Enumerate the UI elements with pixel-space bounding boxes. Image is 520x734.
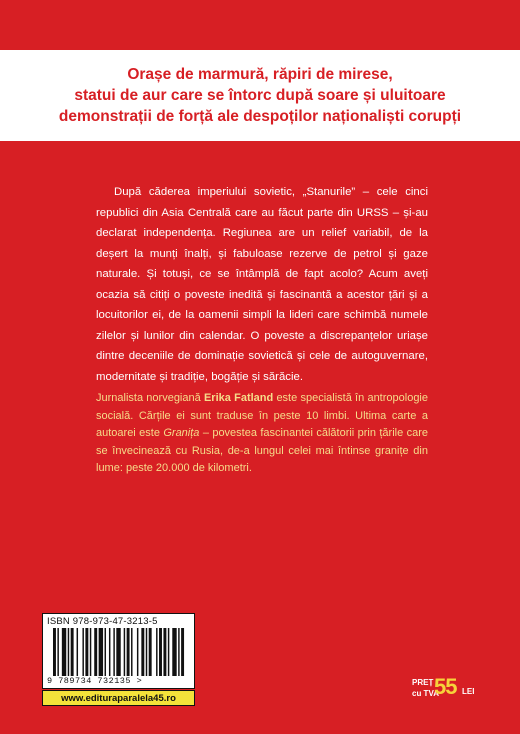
headline-line-2: statui de aur care se întorc după soare și uluitoare	[74, 87, 446, 104]
headline-band	[0, 50, 520, 141]
price-currency: LEI	[462, 687, 475, 696]
price-value: 55	[434, 674, 457, 699]
headline-line-3: demonstrații de forță ale despoților naționaliști corupți	[58, 108, 462, 125]
bio-intro: Jurnalista norvegiană	[96, 392, 204, 404]
bio-end: – povestea fascinantei călătorii prin țările care se învecinează cu Rusia, de-a lungul celei mai întinse granițe din lume: peste 20.000 de kilometri.	[96, 427, 429, 474]
barcode-icon	[53, 628, 187, 676]
publisher-website[interactable]	[42, 690, 195, 706]
isbn-label: ISBN 978-973-47-3213-5	[47, 616, 158, 627]
author-name: Erika Fatland	[203, 392, 274, 404]
barcode-digits: 9 789734 732135 >	[47, 676, 143, 686]
isbn-barcode-box	[42, 613, 195, 689]
book-description: După căderea imperiului sovietic, „Stanurile” – cele cinci republici din Asia Centrală care au făcut parte din URSS – și-au declarat independența. Regiunea are un relief variabil, de la deșert la munți înalți, și fabuloase rezerve de petrol și gaze naturale. Și totuși, ce se întâmplă de fapt acolo? Acum aveți ocazia să citiți o poveste inedită și fascinantă a acestor țări și a locuitorilor ei, de la oamenii simpli la lideri care schimbă numele zilelor și lunilor din calendar. O poveste a discrepanțelor uriașe dintre deceniile de dominație sovietică și cele de autoguvernare, modernitate și tradiție, bogăție și sărăcie.	[96, 186, 428, 383]
author-bio	[96, 390, 428, 478]
price-label: PREȚ	[412, 678, 434, 687]
vat-label: cu TVA	[412, 689, 439, 698]
price-block	[412, 676, 482, 702]
previous-book-title: Granița	[163, 427, 200, 439]
headline-line-1: Orașe de marmură, răpiri de mirese,	[127, 66, 393, 83]
bio-middle: este specialistă în antropologie socială. Cărțile ei sunt traduse în peste 10 limbi. Ultima carte a autoarei este	[96, 392, 428, 439]
website-text: www.edituraparalela45.ro	[61, 692, 176, 704]
